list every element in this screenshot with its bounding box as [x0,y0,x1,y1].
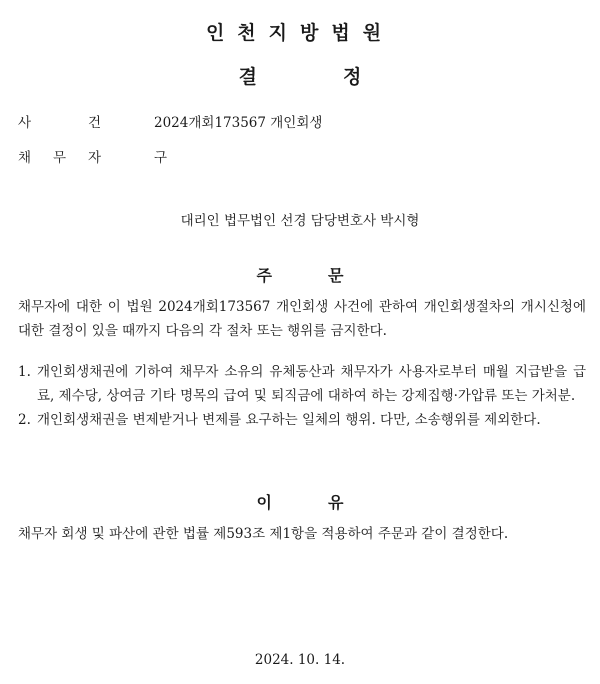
case-row [18,111,322,131]
list-item-number: 2. [18,412,31,428]
reason-heading [0,490,600,513]
reason-text: 채무자 회생 및 파산에 관한 법률 제593조 제1항을 적용하여 주문과 같이 결정한다. [18,526,509,542]
list-item [18,408,586,432]
order-items-list [18,360,586,432]
reason-heading-char-1: 이 [256,493,272,512]
debtor-label: 채 무 자 [18,150,102,166]
court-name: 인천지방법원 [205,22,395,44]
debtor-row [18,146,167,166]
document-type-title [0,62,600,89]
order-heading-char-1: 주 [256,266,272,285]
order-intro: 채무자에 대한 이 법원 2024개회173567 개인회생 사건에 관하여 개인회생절차의 개시신청에 대한 결정이 있을 때까지 다음의 각 절차 또는 행위를 금지한다. [18,299,586,339]
reason-heading-char-2: 유 [328,493,344,512]
list-item-number: 1. [18,364,31,380]
list-item-text: 개인회생채권을 변제받거나 변제를 요구하는 일체의 행위. 다만, 소송행위를 제외한다. [37,412,541,428]
document-type-char-2: 정 [343,66,362,88]
document-type-char-1: 결 [238,66,257,88]
debtor-name: 구 [154,150,168,166]
legal-representative: 대리인 법무법인 선경 담당변호사 박시형 [180,213,420,229]
order-heading-char-2: 문 [328,266,344,285]
case-number: 2024개회173567 개인회생 [154,115,323,131]
list-item-text: 개인회생채권에 기하여 채무자 소유의 유체동산과 채무자가 사용자로부터 매월 지급받을 급료, 제수당, 상여금 기타 명목의 급여 및 퇴직금에 대하여 하는 강제집행·가압류 또는 가처분. [37,364,586,404]
order-heading [0,263,600,286]
decision-date: 2024. 10. 14. [254,652,346,668]
case-label: 사 건 [18,115,102,131]
list-item [18,360,586,408]
